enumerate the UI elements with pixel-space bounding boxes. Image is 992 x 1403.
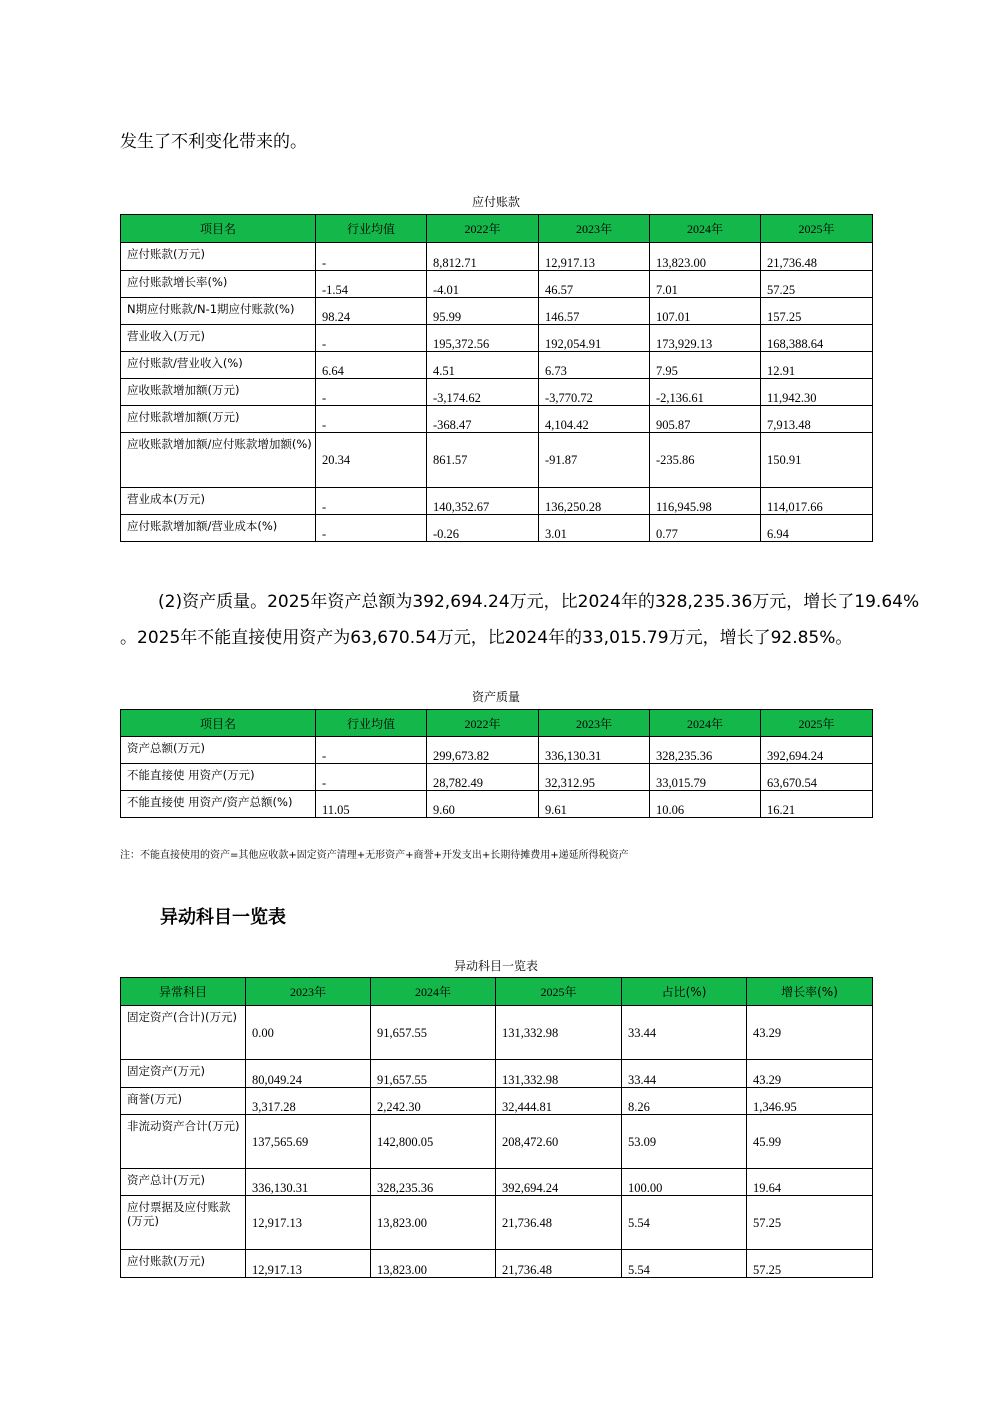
table-row [121,1250,873,1278]
row-value: 173,929.13 [650,325,761,352]
table-row [121,737,873,764]
row-value: 8.26 [622,1088,747,1115]
row-value: - [316,764,427,791]
header-2023: 2023年 [539,215,650,243]
row-value: 192,054.91 [539,325,650,352]
table-row [121,1006,873,1060]
asset-quality-note: 注：不能直接使用的资产=其他应收款+固定资产清理+无形资产+商誉+开发支出+长期待摊费用+递延所得税资产 [120,850,629,861]
header-industry-avg: 行业均值 [316,215,427,243]
row-value: 16.21 [761,791,873,818]
row-value: -0.26 [427,515,539,542]
row-value: 63,670.54 [761,764,873,791]
table-row [121,433,873,488]
row-value: 91,657.55 [371,1006,496,1060]
row-value: 19.64 [747,1169,873,1196]
row-value: 32,312.95 [539,764,650,791]
header-2023: 2023年 [246,978,371,1006]
row-value: -235.86 [650,433,761,488]
row-value: 33.44 [622,1060,747,1088]
table-row [121,1088,873,1115]
row-value: 5.54 [622,1196,747,1250]
header-2024: 2024年 [650,215,761,243]
row-value: 4.51 [427,352,539,379]
row-label: 商誉(万元) [121,1088,246,1115]
row-value: 43.29 [747,1060,873,1088]
row-value: 328,235.36 [650,737,761,764]
row-value: 9.61 [539,791,650,818]
row-value: 392,694.24 [496,1169,622,1196]
table-row [121,1169,873,1196]
row-label: 非流动资产合计(万元) [121,1115,246,1169]
row-value: 392,694.24 [761,737,873,764]
row-label: 应付账款/营业收入(%) [121,352,316,379]
header-item: 项目名 [121,710,316,737]
table-row [121,791,873,818]
row-value: -91.87 [539,433,650,488]
table-row [121,271,873,298]
row-value: 905.87 [650,406,761,433]
row-value: 7.01 [650,271,761,298]
row-value: 57.25 [761,271,873,298]
row-value: 328,235.36 [371,1169,496,1196]
row-label: 固定资产(合计)(万元) [121,1006,246,1060]
row-value: 33,015.79 [650,764,761,791]
row-label: N期应付账款/N-1期应付账款(%) [121,298,316,325]
row-value: 9.60 [427,791,539,818]
table-row [121,298,873,325]
row-value: 116,945.98 [650,488,761,515]
row-value: -3,174.62 [427,379,539,406]
header-2025: 2025年 [761,215,873,243]
row-value: -3,770.72 [539,379,650,406]
row-value: 7,913.48 [761,406,873,433]
header-item: 项目名 [121,215,316,243]
table-row [121,1060,873,1088]
row-label: 资产总计(万元) [121,1169,246,1196]
row-value: 13,823.00 [371,1250,496,1278]
payables-header-row [121,215,873,243]
row-value: 3,317.28 [246,1088,371,1115]
row-value: 3.01 [539,515,650,542]
row-value: 4,104.42 [539,406,650,433]
table-row [121,406,873,433]
row-value: 32,444.81 [496,1088,622,1115]
row-value: 43.29 [747,1006,873,1060]
row-value: 0.00 [246,1006,371,1060]
payables-table [120,214,873,542]
row-value: - [316,488,427,515]
row-label: 固定资产(万元) [121,1060,246,1088]
asset-quality-table [120,709,873,818]
row-value: 13,823.00 [650,243,761,271]
row-value: 107.01 [650,298,761,325]
row-value: 0.77 [650,515,761,542]
row-label: 资产总额(万元) [121,737,316,764]
row-value: 6.64 [316,352,427,379]
row-label: 应收账款增加额(万元) [121,379,316,406]
row-value: 140,352.67 [427,488,539,515]
header-2023: 2023年 [539,710,650,737]
row-label: 应付账款增加额(万元) [121,406,316,433]
row-label: 营业成本(万元) [121,488,316,515]
abnormal-caption: 异动科目一览表 [453,959,538,973]
row-value: 46.57 [539,271,650,298]
row-label: 应付账款(万元) [121,1250,246,1278]
row-value: 11,942.30 [761,379,873,406]
row-value: - [316,515,427,542]
asset-quality-header-row [121,710,873,737]
table-row [121,325,873,352]
row-value: 12,917.13 [539,243,650,271]
asset-paragraph-line1: (2)资产质量。2025年资产总额为392,694.24万元，比2024年的328,235.36万元，增长了19.64% [158,592,920,612]
row-value: -1.54 [316,271,427,298]
row-value: 336,130.31 [539,737,650,764]
row-value: 142,800.05 [371,1115,496,1169]
row-value: 57.25 [747,1196,873,1250]
row-value: 12.91 [761,352,873,379]
header-industry-avg: 行业均值 [316,710,427,737]
row-value: 11.05 [316,791,427,818]
header-2025: 2025年 [496,978,622,1006]
header-growth: 增长率(%) [747,978,873,1006]
row-value: 21,736.48 [496,1196,622,1250]
table-row [121,1115,873,1169]
row-label: 应付账款增长率(%) [121,271,316,298]
payables-caption: 应付账款 [471,195,520,209]
row-value: 2,242.30 [371,1088,496,1115]
row-value: 21,736.48 [496,1250,622,1278]
row-value: 20.34 [316,433,427,488]
row-value: 299,673.82 [427,737,539,764]
row-value: 98.24 [316,298,427,325]
row-value: 21,736.48 [761,243,873,271]
header-2025: 2025年 [761,710,873,737]
row-label: 营业收入(万元) [121,325,316,352]
row-value: 150.91 [761,433,873,488]
row-value: 28,782.49 [427,764,539,791]
row-value: 53.09 [622,1115,747,1169]
row-value: - [316,737,427,764]
abnormal-heading: 异动科目一览表 [160,907,286,928]
row-value: 95.99 [427,298,539,325]
row-value: 137,565.69 [246,1115,371,1169]
header-2022: 2022年 [427,215,539,243]
row-value: - [316,325,427,352]
row-value: 195,372.56 [427,325,539,352]
row-value: 91,657.55 [371,1060,496,1088]
row-label: 不能直接使 用资产(万元) [121,764,316,791]
row-label: 应付账款(万元) [121,243,316,271]
asset-paragraph-line2: 。2025年不能直接使用资产为63,670.54万元，比2024年的33,015.79万元，增长了92.85%。 [120,628,853,648]
table-row [121,515,873,542]
header-share: 占比(%) [622,978,747,1006]
row-label: 应收账款增加额/应付账款增加额(%) [121,433,316,488]
row-value: 57.25 [747,1250,873,1278]
table-row [121,243,873,271]
row-value: -368.47 [427,406,539,433]
row-value: 80,049.24 [246,1060,371,1088]
row-value: 10.06 [650,791,761,818]
row-value: 136,250.28 [539,488,650,515]
row-value: 33.44 [622,1006,747,1060]
row-value: 157.25 [761,298,873,325]
table-row [121,352,873,379]
row-value: - [316,406,427,433]
abnormal-header-row [121,978,873,1006]
row-value: 12,917.13 [246,1250,371,1278]
header-2024: 2024年 [650,710,761,737]
row-value: 336,130.31 [246,1169,371,1196]
row-value: 131,332.98 [496,1006,622,1060]
row-value: - [316,243,427,271]
row-value: - [316,379,427,406]
row-value: -4.01 [427,271,539,298]
row-value: 13,823.00 [371,1196,496,1250]
row-value: 114,017.66 [761,488,873,515]
row-value: 45.99 [747,1115,873,1169]
table-row [121,488,873,515]
row-value: 861.57 [427,433,539,488]
abnormal-table [120,977,873,1278]
row-value: 146.57 [539,298,650,325]
row-value: 8,812.71 [427,243,539,271]
row-value: 6.73 [539,352,650,379]
row-value: 208,472.60 [496,1115,622,1169]
row-value: 168,388.64 [761,325,873,352]
row-value: 7.95 [650,352,761,379]
header-2022: 2022年 [427,710,539,737]
row-label: 应付票据及应付账款(万元) [121,1196,246,1250]
header-abnormal-item: 异常科目 [121,978,246,1006]
row-value: -2,136.61 [650,379,761,406]
row-value: 6.94 [761,515,873,542]
row-label: 应付账款增加额/营业成本(%) [121,515,316,542]
row-value: 5.54 [622,1250,747,1278]
row-label: 不能直接使 用资产/资产总额(%) [121,791,316,818]
table-row [121,1196,873,1250]
asset-quality-caption: 资产质量 [471,690,520,704]
table-row [121,764,873,791]
table-row [121,379,873,406]
row-value: 100.00 [622,1169,747,1196]
row-value: 131,332.98 [496,1060,622,1088]
row-value: 12,917.13 [246,1196,371,1250]
intro-text: 发生了不利变化带来的。 [120,132,307,152]
header-2024: 2024年 [371,978,496,1006]
row-value: 1,346.95 [747,1088,873,1115]
